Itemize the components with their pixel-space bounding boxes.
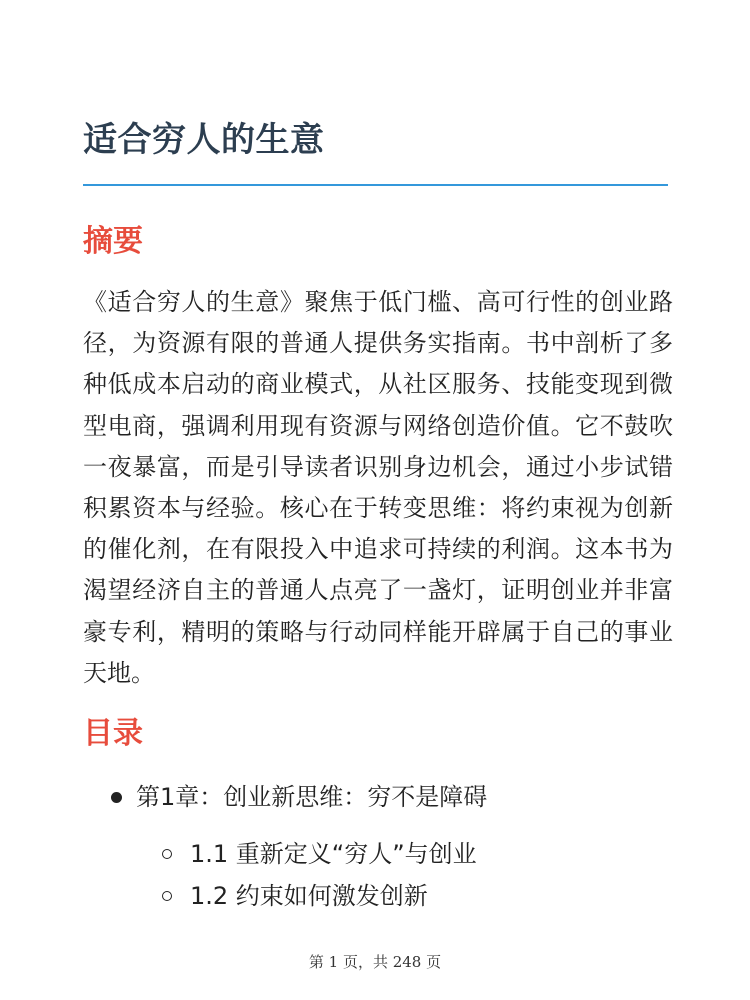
toc-chapter-item: [0, 776, 750, 818]
toc-section-label: 1.2 约束如何激发创新: [190, 882, 428, 910]
bullet-circle-icon: [162, 849, 172, 859]
bullet-circle-icon: [162, 891, 172, 901]
toc-chapter-label: 第1章：创业新思维：穷不是障碍: [136, 783, 488, 811]
toc-heading: 目录: [83, 716, 143, 751]
toc-section-item: [0, 833, 750, 875]
document-title: 适合穷人的生意: [83, 120, 325, 160]
summary-heading: 摘要: [83, 224, 143, 259]
toc-list: [0, 776, 750, 917]
toc-section-item: [0, 875, 750, 917]
toc-section-label: 1.1 重新定义“穷人”与创业: [190, 840, 477, 868]
page-number-footer: 第 1 页，共 248 页: [308, 953, 442, 971]
summary-paragraph: 《适合穷人的生意》聚焦于低门槛、高可行性的创业路径，为资源有限的普通人提供务实指南。书中剖析了多种低成本启动的商业模式，从社区服务、技能变现到微型电商，强调利用现有资源与网络创造价值。它不鼓吹一夜暴富，而是引导读者识别身边机会，通过小步试错积累资本与经验。核心在于转变思维：将约束视为创新的催化剂，在有限投入中追求可持续的利润。这本书为渴望经济自主的普通人点亮了一盏灯，证明创业并非富豪专利，精明的策略与行动同样能开辟属于自己的事业天地。: [83, 288, 673, 687]
title-divider: [83, 184, 668, 186]
bullet-disc-icon: [111, 792, 122, 803]
